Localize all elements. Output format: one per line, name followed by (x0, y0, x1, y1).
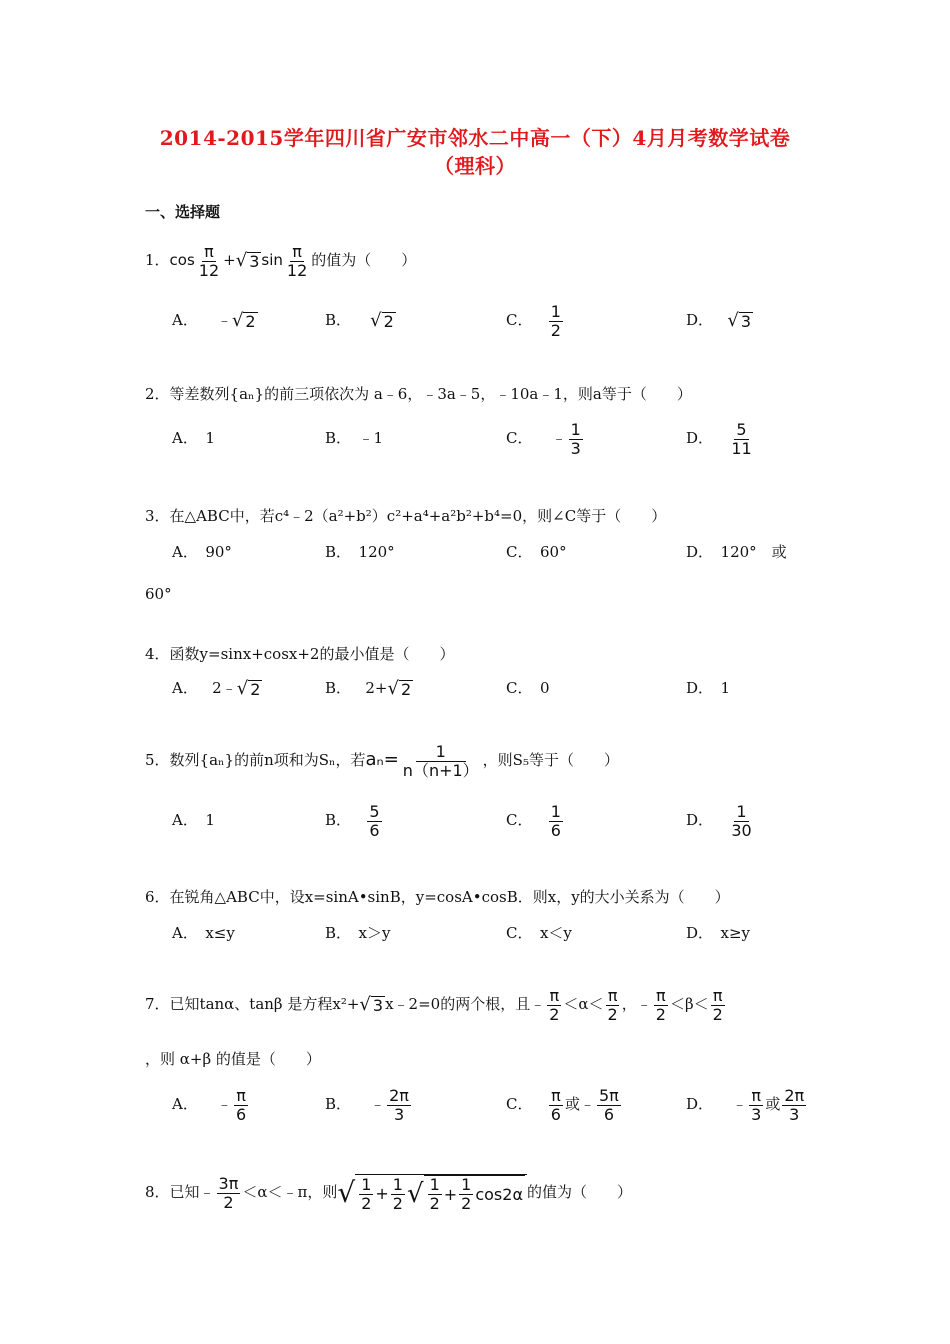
q1-b-sqrt: √ 2 (370, 310, 394, 331)
q5-b-label: B． (325, 811, 352, 829)
q2-d-label: D． (686, 429, 714, 447)
q8-plus2: + (443, 1184, 458, 1204)
q5-c-frac (549, 803, 563, 840)
q7-c-den2: 6 (603, 1104, 614, 1124)
q7-lt2: ＜β＜ (669, 995, 709, 1013)
q1-b-label: B． (325, 311, 352, 329)
q1-f2-num: π (292, 241, 302, 261)
q6-option-c: C． x＜y (506, 924, 572, 942)
q2-d-den: 11 (731, 438, 752, 458)
q7-c-num1: π (551, 1085, 561, 1105)
q8-frac-1 (217, 1175, 241, 1212)
q1-c-label: C． (506, 311, 533, 329)
question-2: 2．等差数列{aₙ}的前三项依次为 a﹣6，﹣3a﹣5，﹣10a﹣1，则a等于（ ） (145, 385, 692, 403)
q1-tail: 的值为（ ） (311, 251, 417, 269)
q8-f1-num: 3π (218, 1173, 239, 1193)
q7-f1-num: π (549, 985, 560, 1005)
q8-inner-body (424, 1175, 525, 1213)
q7-option-c (506, 1084, 623, 1124)
q7-c-label: C． (506, 1095, 533, 1113)
q1-d-label: D． (686, 311, 714, 329)
q7-frac-3 (654, 987, 668, 1024)
q4-option-c: C． 0 (506, 679, 550, 697)
q7-d-sign: ﹣ (732, 1095, 748, 1113)
q5-tail: ，则S₅等于（ ） (482, 751, 619, 769)
q8-h1-den: 2 (361, 1193, 372, 1213)
q6-option-b: B． x＞y (325, 924, 391, 942)
q8-pre: 8．已知﹣ (145, 1183, 215, 1201)
q1-d-rad: 3 (740, 312, 752, 331)
q5-pre: 5．数列{aₙ}的前n项和为Sₙ，若 (145, 751, 366, 769)
q7-d-den1: 3 (751, 1104, 762, 1124)
q4-b-label: B． (325, 679, 352, 697)
q1-f2-den: 12 (286, 260, 308, 280)
q1-option-c (506, 300, 565, 340)
q7-b-label: B． (325, 1095, 352, 1113)
q3-option-d: D． 120° 或 (686, 543, 787, 561)
q7-mid: x﹣2=0的两个根，且﹣ (385, 995, 546, 1013)
q7-f3-num: π (656, 985, 666, 1005)
q4-option-a (172, 678, 262, 699)
q1-f1-num: π (204, 241, 214, 261)
q7-a-den: 6 (235, 1104, 247, 1124)
q4-b-rad: 2 (400, 680, 412, 699)
q7-f3-den: 2 (655, 1004, 666, 1024)
q7-sqrt: √ 3 (359, 994, 384, 1015)
q7-c-den1: 6 (550, 1104, 561, 1124)
q1-fraction-2 (285, 243, 309, 280)
question-8 (145, 1170, 632, 1214)
q8-cos: cos2α (475, 1184, 523, 1204)
question-1 (145, 240, 416, 280)
q2-d-num: 5 (736, 419, 747, 439)
q1-sqrt: √ 3 (235, 250, 260, 271)
q8-plus1: + (375, 1184, 389, 1203)
q5-fraction (401, 743, 481, 780)
q8-f1-den: 2 (223, 1192, 234, 1212)
q1-option-a (172, 310, 258, 331)
q8-h4-num: 1 (461, 1175, 472, 1194)
q1-cos: cos (169, 251, 195, 269)
q1-d-sqrt: √ 3 (727, 310, 752, 331)
q8-half-4 (459, 1176, 473, 1213)
q7-d-or: 或 (765, 1095, 781, 1113)
q7-f4-den: 2 (712, 1004, 723, 1024)
q4-a-sqrt: √ 2 (236, 678, 261, 699)
q7-option-a (172, 1084, 250, 1124)
question-5 (145, 740, 619, 780)
q7-d-den2: 3 (789, 1104, 800, 1124)
q1-sqrt-body: 3 (249, 252, 260, 271)
q7-c-frac-2 (597, 1087, 621, 1124)
q7-frac-4 (711, 987, 725, 1024)
q5-c-den: 6 (550, 820, 561, 840)
q3-option-c: C． 60° (506, 543, 567, 561)
q1-a-sign: ﹣ (216, 311, 232, 329)
q7-c-num2: 5π (599, 1085, 619, 1105)
q8-h2-den: 2 (392, 1193, 403, 1213)
q7-b-den: 3 (393, 1104, 405, 1124)
q4-a-pre: 2﹣ (212, 679, 237, 697)
q8-outer-body (355, 1174, 527, 1213)
q4-option-d: D． 1 (686, 679, 731, 697)
q7-f2-num: π (607, 985, 618, 1005)
q8-outer-sqrt: √ $\frac{1}{2}$ + $\frac{1}{2}$ √ $\frac{1}{2}$ + $\frac{1}{2}$ cos2α (337, 1173, 527, 1213)
q7-a-sign: ﹣ (216, 1095, 232, 1113)
q2-c-num: 1 (570, 419, 581, 439)
q7-a-label: A． (172, 1095, 198, 1113)
q1-option-d (686, 310, 753, 331)
q4-b-sqrt: √ 2 (387, 678, 412, 699)
q8-half-3 (428, 1176, 442, 1213)
q8-half-2 (391, 1176, 405, 1213)
q5-f-den: n（n+1） (402, 760, 479, 780)
q2-d-frac (729, 421, 753, 458)
q3-option-b: B． 120° (325, 543, 395, 561)
exam-title-line2: （理科） (434, 154, 516, 178)
q7-option-d (686, 1084, 808, 1124)
q8-tail: 的值为（ ） (527, 1183, 633, 1201)
q5-d-label: D． (686, 811, 714, 829)
q8-mid: ＜α＜﹣π，则 (242, 1183, 338, 1201)
q5-an: aₙ= (365, 749, 399, 770)
q1-a-sqrt: √ 2 (231, 310, 256, 331)
q2-option-a: A． 1 (172, 429, 215, 447)
q7-c-frac-1 (549, 1087, 563, 1124)
q7-d-frac-1 (749, 1087, 763, 1124)
q2-option-b: B． ﹣1 (325, 429, 384, 447)
q1-number: 1． (145, 251, 170, 269)
question-4: 4．函数y=sinx+cosx+2的最小值是（ ） (145, 645, 455, 663)
q1-c-frac (549, 303, 563, 340)
question-6: 6．在锐角△ABC中，设x=sinA•sinB，y=cosA•cosB．则x，y的大小关系为（ ） (145, 888, 730, 906)
q5-b-num: 5 (369, 801, 380, 821)
q2-option-d (686, 418, 756, 458)
q5-c-label: C． (506, 811, 533, 829)
q7-d-frac-2 (782, 1087, 806, 1124)
q7-frac-2 (606, 987, 620, 1024)
q8-h4-den: 2 (461, 1194, 472, 1213)
q2-c-sign: ﹣ (551, 429, 567, 447)
q5-c-num: 1 (550, 801, 561, 821)
q1-plus: + (223, 251, 236, 269)
q7-lt1: ＜α＜ (563, 995, 604, 1013)
question-3: 3．在△ABC中，若c⁴﹣2（a²+b²）c²+a⁴+a²b²+b⁴=0，则∠C等于（ ） (145, 507, 667, 525)
q7-a-frac (234, 1087, 248, 1124)
q2-c-label: C． (506, 429, 533, 447)
q5-d-den: 30 (731, 820, 752, 840)
q7-option-b (325, 1084, 413, 1124)
question-7-continued: ，则 α+β 的值是（ ） (145, 1050, 321, 1068)
exam-title-line1: 2014-2015学年四川省广安市邻水二中高一（下）4月月考数学试卷 (159, 126, 791, 150)
q7-frac-1 (547, 987, 561, 1024)
q3-option-d-continued: 60° (145, 585, 172, 603)
q1-c-den: 2 (550, 320, 561, 340)
q8-h3-den: 2 (429, 1194, 440, 1213)
q1-a-label: A． (172, 311, 198, 329)
q4-a-label: A． (172, 679, 198, 697)
q7-pre: 7．已知tanα、tanβ 是方程x²+ (145, 995, 360, 1013)
q5-d-frac (729, 803, 753, 840)
q1-b-rad: 2 (383, 312, 394, 331)
q5-option-c (506, 800, 565, 840)
q4-option-b (325, 678, 413, 699)
q1-a-rad: 2 (245, 312, 256, 331)
q7-d-label: D． (686, 1095, 714, 1113)
q7-a-num: π (236, 1085, 246, 1105)
q8-half-1 (359, 1176, 373, 1213)
q2-option-c (506, 418, 585, 458)
q5-d-num: 1 (736, 801, 747, 821)
q4-a-rad: 2 (250, 680, 261, 699)
q5-option-b (325, 800, 384, 840)
q5-b-frac (367, 803, 381, 840)
q6-option-d: D． x≥y (686, 924, 751, 942)
q1-c-num: 1 (550, 301, 561, 321)
q7-d-num1: π (751, 1085, 762, 1105)
q8-h2-num: 1 (392, 1174, 403, 1194)
q5-option-a: A． 1 (172, 811, 215, 829)
q2-c-den: 3 (570, 438, 581, 458)
section-heading: 一、选择题 (145, 203, 221, 221)
q7-b-frac (387, 1087, 411, 1124)
q5-option-d (686, 800, 756, 840)
q7-f1-den: 2 (549, 1004, 560, 1024)
q7-d-num2: 2π (784, 1085, 805, 1105)
q5-f-num: 1 (416, 743, 466, 762)
q7-rad: 3 (372, 996, 384, 1015)
q8-h1-num: 1 (361, 1174, 372, 1194)
q7-b-num: 2π (389, 1085, 409, 1105)
q2-c-frac (569, 421, 583, 458)
q4-b-pre: 2+ (365, 679, 388, 697)
q7-f2-den: 2 (607, 1004, 618, 1024)
q1-f1-den: 12 (198, 260, 220, 280)
q8-inner-sqrt: √ $\frac{1}{2}$ + $\frac{1}{2}$ cos2α (406, 1175, 523, 1213)
question-7 (145, 984, 727, 1024)
q1-option-b (325, 310, 396, 331)
q7-b-sign: ﹣ (370, 1095, 386, 1113)
q7-f4-num: π (712, 985, 723, 1005)
q7-comma: ，﹣ (621, 995, 652, 1013)
q8-h3-num: 1 (429, 1175, 440, 1194)
q1-sin: sin (261, 251, 283, 269)
q3-option-a: A． 90° (172, 543, 232, 561)
q1-fraction-1 (197, 243, 221, 280)
q6-option-a: A． x≤y (172, 924, 235, 942)
q7-c-or: 或﹣ (564, 1095, 595, 1113)
q5-b-den: 6 (369, 820, 380, 840)
